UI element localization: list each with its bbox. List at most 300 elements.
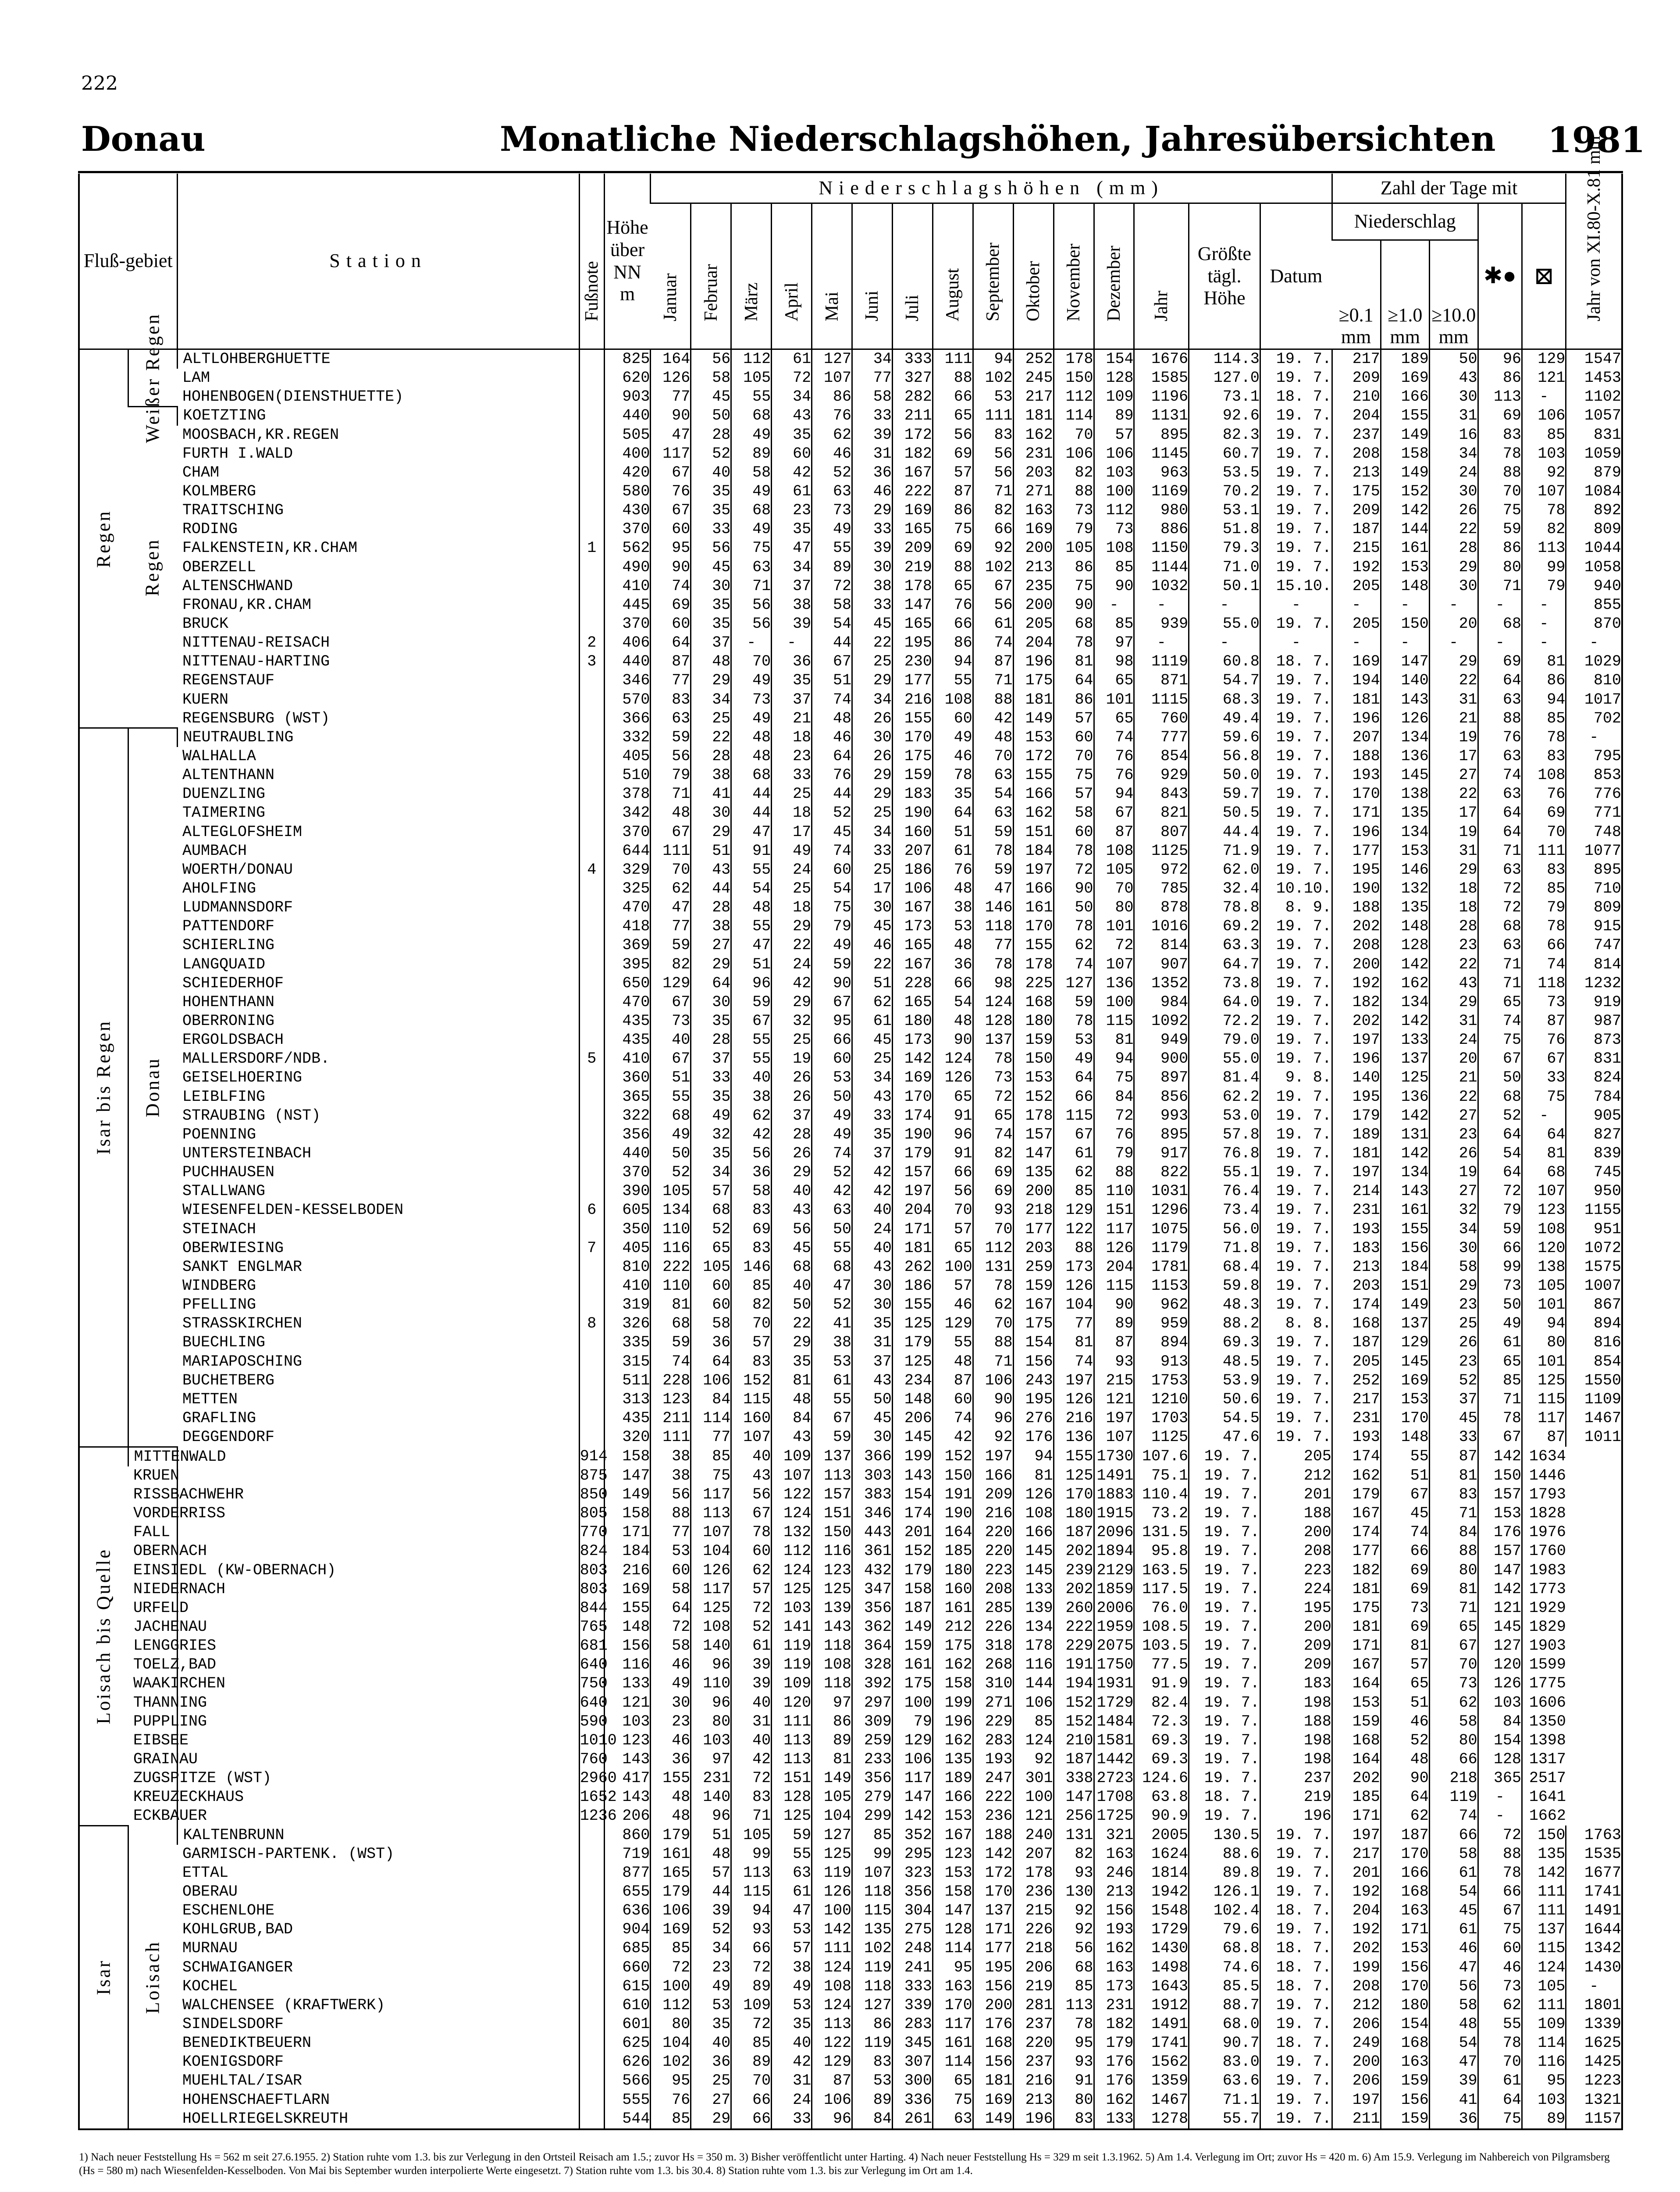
table-cell: 118 <box>852 1977 893 1996</box>
table-cell: 53.5 <box>1189 463 1260 482</box>
table-cell: 87 <box>933 482 973 501</box>
table-cell: 30 <box>691 993 731 1012</box>
table-cell: 74 <box>812 690 852 709</box>
table-cell: 45 <box>691 388 731 406</box>
table-cell: 34 <box>691 690 731 709</box>
table-cell: 195 <box>973 1958 1013 1977</box>
table-cell: 24 <box>772 955 812 974</box>
table-cell: 167 <box>1332 1504 1381 1523</box>
table-cell: 113 <box>812 1466 852 1485</box>
table-cell: 63 <box>1478 936 1522 955</box>
table-cell: 64 <box>1478 1125 1522 1144</box>
table-row <box>79 539 1622 558</box>
table-cell: 70 <box>973 1220 1013 1238</box>
table-cell: 53 <box>812 1352 852 1371</box>
footnote-ref <box>177 1447 579 1466</box>
table-cell: 256 <box>1054 1807 1094 1825</box>
table-cell: 65 <box>1094 709 1134 728</box>
table-cell: 110 <box>691 1674 731 1693</box>
table-row <box>79 1996 1622 2015</box>
table-cell: 283 <box>892 2015 933 2034</box>
station-name: KOENIGSDORF <box>182 2053 284 2071</box>
table-cell: 206 <box>1332 2015 1381 2034</box>
table-cell: 25 <box>772 879 812 898</box>
table-cell: 60 <box>651 615 691 633</box>
table-cell: 35 <box>772 671 812 690</box>
table-cell: - <box>1566 633 1622 652</box>
table-cell: 64 <box>1054 1068 1094 1087</box>
table-cell: 192 <box>1332 1920 1381 1939</box>
table-cell: 855 <box>1566 596 1622 615</box>
table-cell: 74 <box>1429 1807 1478 1825</box>
table-cell: 174 <box>1332 1447 1381 1466</box>
table-cell: 777 <box>1134 728 1189 747</box>
table-cell: 61 <box>1478 1333 1522 1352</box>
table-cell: 176 <box>1478 1523 1522 1542</box>
table-cell: 177 <box>892 671 933 690</box>
table-cell: 80 <box>1522 1333 1566 1352</box>
table-cell: 64 <box>1381 1788 1429 1807</box>
table-cell: 19. 7. <box>1260 1882 1332 1901</box>
table-cell: 8. 9. <box>1260 898 1332 917</box>
table-cell: 252 <box>1332 1371 1381 1390</box>
table-cell: 135 <box>1381 804 1429 822</box>
table-cell: 180 <box>892 1012 933 1031</box>
table-cell: 135 <box>933 1750 973 1769</box>
table-cell: 106 <box>1094 445 1134 463</box>
table-cell: 82.3 <box>1189 426 1260 445</box>
table-cell: 121 <box>1478 1599 1522 1618</box>
table-cell: 51 <box>1381 1466 1429 1485</box>
table-cell: 38 <box>933 898 973 917</box>
table-cell: 161 <box>892 1655 933 1674</box>
table-cell: 96 <box>691 1693 731 1712</box>
table-cell: 55 <box>651 1087 691 1106</box>
table-cell: 1157 <box>1566 2110 1622 2129</box>
table-cell: 240 <box>1013 1825 1054 1844</box>
table-cell: 237 <box>1013 2015 1054 2034</box>
table-cell: 52 <box>1429 1371 1478 1390</box>
table-cell: 52 <box>1478 1107 1522 1125</box>
table-cell: 20 <box>1429 1050 1478 1068</box>
table-cell: 19. 7. <box>1260 804 1332 822</box>
table-cell: 35 <box>933 785 973 804</box>
table-cell: 68 <box>1054 615 1094 633</box>
table-cell: 40 <box>852 1239 893 1258</box>
table-cell: 150 <box>1522 1825 1566 1844</box>
footnote-ref <box>579 1068 604 1087</box>
table-cell: 60 <box>691 1277 731 1295</box>
table-cell: 156 <box>1094 1901 1134 1920</box>
table-row <box>79 1333 1622 1352</box>
table-cell: 71 <box>731 577 772 596</box>
table-cell: 19. 7. <box>1260 766 1332 785</box>
table-cell: 159 <box>1381 2110 1429 2129</box>
table-cell: 68 <box>731 766 772 785</box>
table-cell: 19. 7. <box>1260 369 1332 388</box>
table-cell: 112 <box>772 1542 812 1561</box>
table-cell: 91 <box>933 1107 973 1125</box>
table-cell: 203 <box>1013 1239 1054 1258</box>
table-cell: 67 <box>973 577 1013 596</box>
table-cell: 104 <box>651 2034 691 2053</box>
table-cell: 49 <box>651 1674 691 1693</box>
table-cell: 68 <box>1054 1958 1094 1977</box>
table-cell: 35 <box>691 501 731 520</box>
table-cell: 197 <box>1332 2090 1381 2109</box>
table-cell: 28 <box>691 747 731 766</box>
table-cell: 200 <box>1013 1182 1054 1201</box>
table-cell: 80 <box>651 2015 691 2034</box>
table-cell: 88 <box>651 1504 691 1523</box>
table-cell: 185 <box>933 1542 973 1561</box>
table-cell: 114.3 <box>1189 349 1260 369</box>
footnote-ref <box>579 974 604 993</box>
table-cell: 1179 <box>1134 1239 1189 1258</box>
table-cell: 49 <box>1478 1314 1522 1333</box>
table-cell: 101 <box>1522 1352 1566 1371</box>
table-cell: 125 <box>892 1352 933 1371</box>
table-cell: 102 <box>651 2053 691 2071</box>
table-cell: 103 <box>1522 445 1566 463</box>
table-cell: 22 <box>772 1314 812 1333</box>
table-cell: 137 <box>812 1447 852 1466</box>
station-name: ALTEGLOFSHEIM <box>182 823 303 841</box>
table-cell: 85 <box>1522 426 1566 445</box>
table-row <box>79 1674 1622 1693</box>
table-cell: 19. 7. <box>1260 785 1332 804</box>
table-cell: 201 <box>1260 1485 1332 1504</box>
table-cell: 85 <box>1094 615 1134 633</box>
table-row <box>79 2110 1622 2129</box>
table-cell: 32 <box>1429 1201 1478 1220</box>
table-cell: 66 <box>812 1031 852 1050</box>
table-cell: 28 <box>1429 917 1478 936</box>
table-cell: 72 <box>731 2015 772 2034</box>
table-cell: 89 <box>812 558 852 577</box>
table-cell: 37 <box>852 1352 893 1371</box>
table-cell: 88 <box>1094 1163 1134 1182</box>
table-cell: 346 <box>604 671 651 690</box>
table-cell: 58 <box>651 1580 691 1599</box>
table-cell: 41 <box>812 1314 852 1333</box>
table-cell: 65 <box>1478 993 1522 1012</box>
table-cell: 64 <box>1478 2090 1522 2109</box>
table-cell: 80 <box>1429 1731 1478 1750</box>
table-cell: 1352 <box>1134 974 1189 993</box>
table-cell: 209 <box>1332 369 1381 388</box>
table-cell: 56.0 <box>1189 1220 1260 1238</box>
table-cell: 102 <box>852 1939 893 1958</box>
table-cell: 76 <box>1522 785 1566 804</box>
table-cell: 131.5 <box>1134 1523 1189 1542</box>
table-cell: 809 <box>1566 520 1622 539</box>
table-cell: 73.2 <box>1134 1504 1189 1523</box>
table-cell: - <box>1522 633 1566 652</box>
table-cell: 118 <box>812 1674 852 1693</box>
table-cell: 236 <box>973 1807 1013 1825</box>
table-cell: 40 <box>651 1031 691 1050</box>
table-cell: 140 <box>1332 1068 1381 1087</box>
table-cell: - <box>1478 1807 1522 1825</box>
table-cell: 175 <box>1332 1599 1381 1618</box>
table-cell: 166 <box>1013 879 1054 898</box>
table-cell: 110 <box>651 1277 691 1295</box>
table-cell: 145 <box>1381 1352 1429 1371</box>
table-cell: 113 <box>1054 1996 1094 2015</box>
table-cell: 114 <box>691 1409 731 1428</box>
footnote-ref <box>579 1352 604 1371</box>
table-cell: 95 <box>812 1012 852 1031</box>
footnote-ref <box>579 426 604 445</box>
table-cell: 150 <box>1381 615 1429 633</box>
table-cell: 164 <box>1332 1674 1381 1693</box>
table-cell: 196 <box>1260 1807 1332 1825</box>
footnote-ref: 3 <box>579 652 604 671</box>
table-cell: 88 <box>973 690 1013 709</box>
table-cell: 83 <box>1054 2110 1094 2129</box>
station-name: ERGOLDSBACH <box>182 1031 284 1049</box>
table-cell: 39 <box>691 1901 731 1920</box>
table-cell: 15.10. <box>1260 577 1332 596</box>
table-cell: 237 <box>1332 426 1381 445</box>
table-cell: 135 <box>1522 1845 1566 1864</box>
station-name: PUCHHAUSEN <box>182 1164 275 1181</box>
table-cell: 69.3 <box>1189 1333 1260 1352</box>
table-cell: 18. 7. <box>1260 1958 1332 1977</box>
table-cell: 660 <box>604 1958 651 1977</box>
table-cell: 66 <box>731 2090 772 2109</box>
table-cell: 99 <box>1478 1258 1522 1277</box>
table-cell: 1915 <box>1094 1504 1134 1523</box>
table-cell: 109 <box>772 1674 812 1693</box>
table-cell: 364 <box>852 1637 893 1655</box>
table-cell: 153 <box>933 1807 973 1825</box>
station-name: AUMBACH <box>182 842 247 860</box>
table-cell: 220 <box>973 1542 1013 1561</box>
table-cell: 45 <box>852 1031 893 1050</box>
table-cell: 36 <box>933 955 973 974</box>
table-cell: 40 <box>772 1182 812 1201</box>
table-cell: 65 <box>691 1239 731 1258</box>
table-cell: 1634 <box>1522 1447 1566 1466</box>
table-cell: 163 <box>1094 1958 1134 1977</box>
table-cell: 167 <box>892 463 933 482</box>
table-cell: 136 <box>1054 1428 1094 1447</box>
table-cell: 19. 7. <box>1260 993 1332 1012</box>
table-cell: 19. 7. <box>1260 728 1332 747</box>
table-cell: 249 <box>1332 2034 1381 2053</box>
table-cell: 69.2 <box>1189 917 1260 936</box>
footnote-ref <box>579 558 604 577</box>
table-cell: 470 <box>604 898 651 917</box>
table-cell: 65 <box>1478 1352 1522 1371</box>
table-cell: 171 <box>604 1523 651 1542</box>
table-cell: 55 <box>1478 2015 1522 2034</box>
table-cell: 38 <box>772 596 812 615</box>
table-cell: 770 <box>579 1523 604 1542</box>
header-ge100: ≥10.0 mm <box>1429 240 1478 349</box>
table-cell: 69 <box>731 1220 772 1238</box>
table-cell: 1652 <box>579 1788 604 1807</box>
table-cell: 220 <box>1013 2034 1054 2053</box>
table-cell: 90 <box>1054 596 1094 615</box>
footnote-ref <box>579 1144 604 1163</box>
table-cell: 142 <box>812 1920 852 1939</box>
table-cell: 119 <box>772 1655 812 1674</box>
table-cell: 76 <box>1094 747 1134 766</box>
table-cell: 1155 <box>1566 1201 1622 1220</box>
table-cell: 1398 <box>1522 1731 1566 1750</box>
table-cell: - <box>1566 728 1622 747</box>
table-cell: 173 <box>892 917 933 936</box>
table-cell: 113 <box>691 1504 731 1523</box>
station-name: TOELZ,BAD <box>133 1656 217 1674</box>
table-row <box>79 861 1622 879</box>
table-cell: 405 <box>604 1239 651 1258</box>
table-cell: 186 <box>892 1277 933 1295</box>
table-cell: 126 <box>933 1068 973 1087</box>
table-cell: 106 <box>892 1750 933 1769</box>
table-cell: 54.7 <box>1189 671 1260 690</box>
table-cell: 62 <box>731 1561 772 1580</box>
table-cell: 68 <box>651 1314 691 1333</box>
table-cell: 83 <box>731 1788 772 1807</box>
table-cell: 107 <box>731 1428 772 1447</box>
table-cell: 71 <box>973 482 1013 501</box>
table-cell: 352 <box>892 1825 933 1844</box>
table-cell: 19. 7. <box>1260 1220 1332 1238</box>
footnote-ref <box>579 747 604 766</box>
table-cell: 875 <box>579 1466 604 1485</box>
station-name: OBERWIESING <box>182 1239 284 1257</box>
table-cell: 18. 7. <box>1260 652 1332 671</box>
table-cell: 71 <box>973 671 1013 690</box>
table-cell: 181 <box>1013 690 1054 709</box>
table-cell: 510 <box>604 766 651 785</box>
table-cell: 1942 <box>1134 1882 1189 1901</box>
table-cell: 63 <box>772 1864 812 1882</box>
table-cell: 60.8 <box>1189 652 1260 671</box>
station-name: GRAFLING <box>182 1409 256 1427</box>
table-cell: 88 <box>1478 1845 1522 1864</box>
table-cell: 19. 7. <box>1260 445 1332 463</box>
table-cell: 188 <box>1260 1712 1332 1731</box>
table-cell: 74.6 <box>1189 1958 1260 1977</box>
table-cell: 202 <box>1054 1542 1094 1561</box>
table-cell: 35 <box>691 1144 731 1163</box>
table-cell: 126 <box>1381 709 1429 728</box>
station-name: OBERZELL <box>182 558 256 576</box>
table-cell: 106 <box>1522 406 1566 425</box>
table-cell: 44 <box>812 785 852 804</box>
table-cell: 195 <box>1013 1390 1054 1409</box>
station-name: SCHIEDERHOF <box>182 974 284 992</box>
table-cell: 135 <box>1381 898 1429 917</box>
table-cell: 124 <box>1522 1958 1566 1977</box>
table-cell: 51 <box>812 671 852 690</box>
table-cell: 126 <box>812 1882 852 1901</box>
table-cell: 894 <box>1134 1333 1189 1352</box>
table-cell: 138 <box>1381 785 1429 804</box>
header-groesste: Größte tägl. Höhe <box>1189 203 1260 349</box>
table-cell: 134 <box>1381 993 1429 1012</box>
table-cell: 40 <box>852 1201 893 1220</box>
table-cell: 107 <box>1522 1182 1566 1201</box>
table-cell: 69 <box>1381 1618 1429 1637</box>
table-cell: 148 <box>1381 1428 1429 1447</box>
table-cell: 117 <box>1094 1220 1134 1238</box>
table-cell: 88 <box>1429 1542 1478 1561</box>
table-cell: 1498 <box>1134 1958 1189 1977</box>
table-cell: 79.0 <box>1189 1031 1260 1050</box>
table-cell: 106 <box>691 1371 731 1390</box>
table-cell: 92 <box>973 1428 1013 1447</box>
table-cell: 52 <box>812 1295 852 1314</box>
table-cell: 182 <box>1332 993 1381 1012</box>
table-cell: 313 <box>604 1390 651 1409</box>
table-cell: 32.4 <box>1189 879 1260 898</box>
table-cell: 356 <box>892 1882 933 1901</box>
table-cell: 86 <box>812 1712 852 1731</box>
table-cell: 124 <box>772 1561 812 1580</box>
table-cell: 201 <box>1332 1864 1381 1882</box>
table-cell: 127 <box>812 349 852 369</box>
table-row <box>79 823 1622 842</box>
table-cell: 19. 7. <box>1260 1012 1332 1031</box>
table-cell: 213 <box>1013 558 1054 577</box>
footnote-ref <box>579 1295 604 1314</box>
table-cell: 60 <box>1054 823 1094 842</box>
table-cell: 152 <box>1013 1087 1054 1106</box>
table-row <box>79 936 1622 955</box>
station-name: ETTAL <box>182 1864 229 1882</box>
table-cell: 745 <box>1566 1163 1622 1182</box>
table-cell: 57 <box>731 1333 772 1352</box>
table-cell: 123 <box>1522 1201 1566 1220</box>
table-cell: 356 <box>852 1769 893 1788</box>
table-cell: 102.4 <box>1189 1901 1260 1920</box>
table-cell: 68.8 <box>1189 1939 1260 1958</box>
table-cell: 156 <box>1013 1352 1054 1371</box>
table-cell: 28 <box>772 1125 812 1144</box>
table-cell: 19. 7. <box>1260 482 1332 501</box>
table-cell: 190 <box>933 1504 973 1523</box>
table-cell: 48 <box>933 1352 973 1371</box>
table-cell: 48.3 <box>1189 1295 1260 1314</box>
table-cell: 79 <box>1054 520 1094 539</box>
table-cell: 134 <box>1381 1163 1429 1182</box>
table-cell: 19. 7. <box>1189 1561 1260 1580</box>
table-cell: 147 <box>1013 1144 1054 1163</box>
station-name: MUEHLTAL/ISAR <box>182 2072 303 2090</box>
table-cell: 65 <box>933 406 973 425</box>
table-cell: 153 <box>1013 728 1054 747</box>
table-cell: 66 <box>933 615 973 633</box>
table-cell: 42 <box>852 1163 893 1182</box>
footnote-ref <box>579 596 604 615</box>
table-cell: 67 <box>1381 1485 1429 1504</box>
table-cell: 1976 <box>1522 1523 1566 1542</box>
table-cell: 43 <box>852 1087 893 1106</box>
table-cell: 505 <box>604 426 651 445</box>
table-cell: 90 <box>1094 1295 1134 1314</box>
table-cell: 86 <box>1522 671 1566 690</box>
table-cell: 831 <box>1566 1050 1622 1068</box>
station-name: SANKT ENGLMAR <box>182 1258 303 1276</box>
table-row <box>79 879 1622 898</box>
header-ge10: ≥1.0 mm <box>1381 240 1429 349</box>
